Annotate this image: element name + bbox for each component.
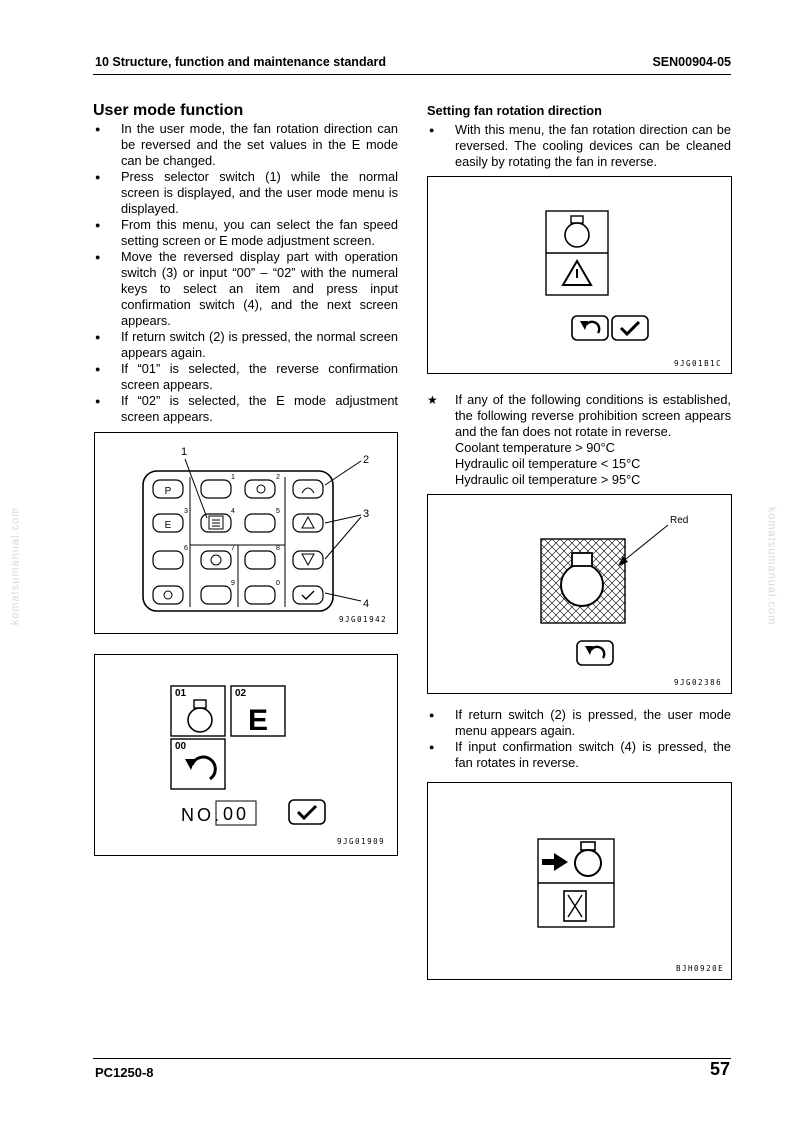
key-number: 8: [276, 545, 280, 552]
condition-item: Coolant temperature > 90°C: [455, 440, 615, 455]
user-mode-menu-screen: [95, 655, 397, 855]
list-item: ● If input confirmation switch (4) is pressed, the fan rotates in reverse.: [427, 739, 731, 771]
section-header: 10 Structure, function and maintenance standard: [95, 55, 387, 69]
callout-3: 3: [363, 508, 370, 520]
reverse-confirmation-screen: [428, 177, 731, 373]
e-mode-label: E: [247, 704, 269, 737]
callout-2: 2: [363, 454, 370, 466]
star-note: ★ If any of the following conditions is established, the following reverse prohibition screen appears and the fan does not rotate in reverse.: [427, 392, 731, 440]
user-mode-bullets: [93, 121, 398, 425]
watermark-left: komatsumanual.com: [9, 506, 22, 626]
key-number: 3: [184, 508, 188, 515]
key-number: 6: [184, 545, 188, 552]
key-number: 1: [231, 474, 235, 481]
list-item: ● If return switch (2) is pressed, the normal screen appears again.: [93, 329, 398, 361]
right-column-bottom: [427, 707, 731, 771]
condition-item: Hydraulic oil temperature < 15°C: [455, 456, 641, 471]
menu-item-00-label: 00: [175, 741, 187, 752]
switch-panel-diagram: [95, 433, 397, 633]
list-item: ● In the user mode, the fan rotation direction can be reversed and the set values in the E mode can be changed.: [93, 121, 398, 169]
number-label: NO.: [181, 805, 223, 825]
prohibition-note: [427, 392, 731, 488]
prohibition-note-list: [427, 392, 731, 440]
key-number: 4: [231, 508, 235, 515]
key-number: 9: [231, 580, 235, 587]
fan-reverse-bullets: [427, 707, 731, 771]
reverse-confirmation-figure: [427, 176, 732, 374]
list-item: ● Press selector switch (1) while the normal screen is displayed, and the user mode menu is displayed.: [93, 169, 398, 217]
figure-code: 9JG02386: [674, 678, 723, 687]
figure-code: 9JG01942: [339, 615, 388, 624]
fan-reversing-screen: [428, 783, 731, 979]
key-number: 5: [276, 508, 280, 515]
user-mode-title: User mode function: [93, 102, 244, 119]
list-item: ● With this menu, the fan rotation direction can be reversed. The cooling devices can be cleaned easily by rotating the fan in reverse.: [427, 122, 731, 170]
footer-rule: [93, 1058, 731, 1059]
watermark-right: komatsumanual.com: [765, 506, 778, 626]
reverse-prohibition-figure: [427, 494, 732, 694]
right-column-top: [427, 103, 731, 170]
figure-code: 9JG01B1C: [674, 359, 723, 368]
document-id: SEN00904-05: [652, 55, 731, 69]
red-label: Red: [670, 515, 689, 526]
key-number: 2: [276, 474, 280, 481]
list-item: ● Move the reversed display part with operation switch (3) or input “00” – “02” with the numeral keys to select an item and press input confirmation switch (4), and the next screen appears.: [93, 249, 398, 329]
switch-panel-figure: [94, 432, 398, 634]
header-rule: [93, 74, 731, 75]
key-number: 0: [276, 580, 280, 587]
menu-item-01-label: 01: [175, 688, 187, 699]
fan-direction-bullets: [427, 122, 731, 170]
user-mode-menu-figure: [94, 654, 398, 856]
list-item: ● If “01” is selected, the reverse confirmation screen appears.: [93, 361, 398, 393]
model-name: PC1250-8: [95, 1065, 154, 1080]
left-column: [93, 103, 398, 425]
list-item: ● If return switch (2) is pressed, the user mode menu appears again.: [427, 707, 731, 739]
callout-1: 1: [181, 446, 188, 458]
number-value: 00: [222, 804, 250, 824]
reverse-prohibition-screen: [428, 495, 731, 693]
figure-code: BJH0920E: [676, 964, 725, 973]
page-number: 57: [709, 1059, 730, 1079]
key-e-label: E: [164, 520, 172, 531]
figure-code: 9JG01909: [337, 837, 386, 846]
key-p-label: P: [164, 486, 172, 497]
callout-4: 4: [363, 598, 370, 610]
menu-item-02-label: 02: [235, 688, 247, 699]
list-item: ● If “02” is selected, the E mode adjustment screen appears.: [93, 393, 398, 425]
key-number: 7: [231, 545, 235, 552]
fan-reversing-figure: [427, 782, 732, 980]
condition-item: Hydraulic oil temperature > 95°C: [455, 472, 641, 487]
list-item: ● From this menu, you can select the fan speed setting screen or E mode adjustment screen.: [93, 217, 398, 249]
fan-direction-subtitle: Setting fan rotation direction: [427, 103, 602, 118]
